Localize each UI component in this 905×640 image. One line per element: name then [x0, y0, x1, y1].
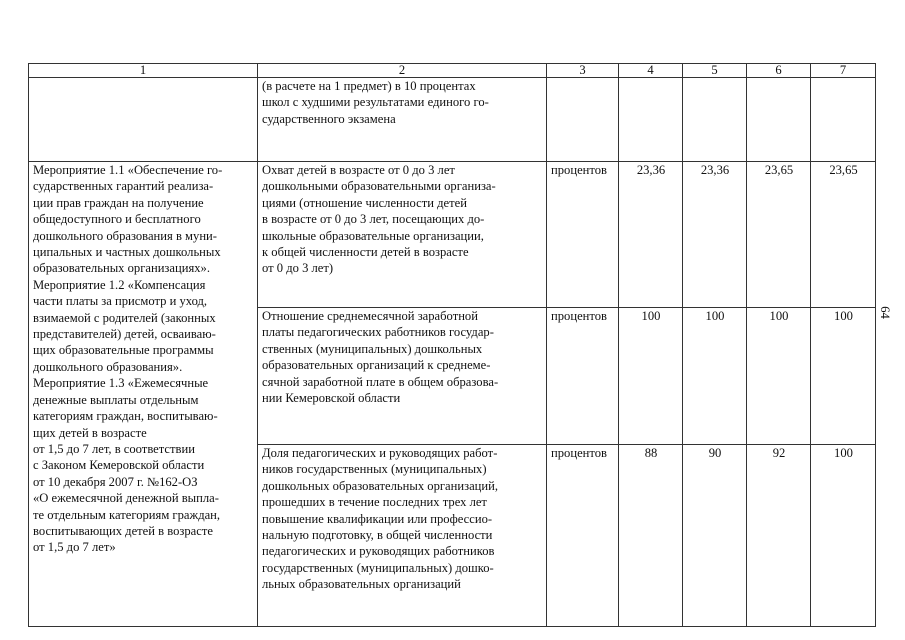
value-cell: 23,65: [747, 162, 811, 308]
column-header: 1: [29, 64, 258, 78]
value-cell: 88: [619, 445, 683, 627]
table-header-row: [29, 64, 876, 78]
value-cell: 92: [747, 445, 811, 627]
indicator-cell: Отношение среднемесячной заработной платы педагогических работников государ- ственных (муниципальных) дошкольных образовательных организаций к среднеме- сячной заработной плате в общем образова- нии Кемеровской области: [258, 308, 547, 445]
page-number: 64: [877, 306, 892, 319]
indicator-table: [28, 63, 876, 627]
column-header: 6: [747, 64, 811, 78]
value-cell: [619, 78, 683, 162]
table-row: [29, 162, 876, 308]
unit-cell: процентов: [547, 308, 619, 445]
value-cell: 23,36: [619, 162, 683, 308]
activity-cell: [29, 78, 258, 162]
value-cell: 100: [619, 308, 683, 445]
value-cell: [811, 78, 876, 162]
value-cell: [747, 78, 811, 162]
indicator-cell: Охват детей в возрасте от 0 до 3 лет дошкольными образовательными организа- циями (отношение численности детей в возрасте от 0 до 3 лет, посещающих до- школьные образовательные организации, к общей численности детей в возрасте от 0 до 3 лет): [258, 162, 547, 308]
column-header: 2: [258, 64, 547, 78]
value-cell: 100: [811, 308, 876, 445]
unit-cell: процентов: [547, 445, 619, 627]
value-cell: 100: [811, 445, 876, 627]
column-header: 3: [547, 64, 619, 78]
value-cell: 90: [683, 445, 747, 627]
value-cell: 100: [683, 308, 747, 445]
value-cell: 100: [747, 308, 811, 445]
column-header: 4: [619, 64, 683, 78]
continuation-row: [29, 78, 876, 162]
unit-cell: [547, 78, 619, 162]
column-header: 7: [811, 64, 876, 78]
value-cell: 23,36: [683, 162, 747, 308]
column-header: 5: [683, 64, 747, 78]
indicator-cell: Доля педагогических и руководящих работ- ников государственных (муниципальных) дошкольных образовательных организаций, прошедших в течение последних трех лет повышение квалификации или профессио- нальную подготовку, в общей численности педагогических и руководящих работников государственных (муниципальных) дошко- льных образовательных организаций: [258, 445, 547, 627]
value-cell: 23,65: [811, 162, 876, 308]
unit-cell: процентов: [547, 162, 619, 308]
activity-cell: Мероприятие 1.1 «Обеспечение го- сударственных гарантий реализа- ции прав граждан на получение общедоступного и бесплатного дошкольного образования в муни- ципальных и частных дошкольных образовательных организациях». Мероприятие 1.2 «Компенсация части платы за присмотр и уход, взимаемой с родителей (законных представителей) детей, осваиваю- щих образовательные программы дошкольного образования». Мероприятие 1.3 «Ежемесячные денежные выплаты отдельным категориям граждан, воспитываю- щих детей в возрасте от 1,5 до 7 лет, в соответствии с Законом Кемеровской области от 10 декабря 2007 г. №162-ОЗ «О ежемесячной денежной выпла- те отдельным категориям граждан, воспитывающих детей в возрасте от 1,5 до 7 лет»: [29, 162, 258, 627]
indicator-cell: (в расчете на 1 предмет) в 10 процентах школ с худшими результатами единого го- сударственного экзамена: [258, 78, 547, 162]
value-cell: [683, 78, 747, 162]
